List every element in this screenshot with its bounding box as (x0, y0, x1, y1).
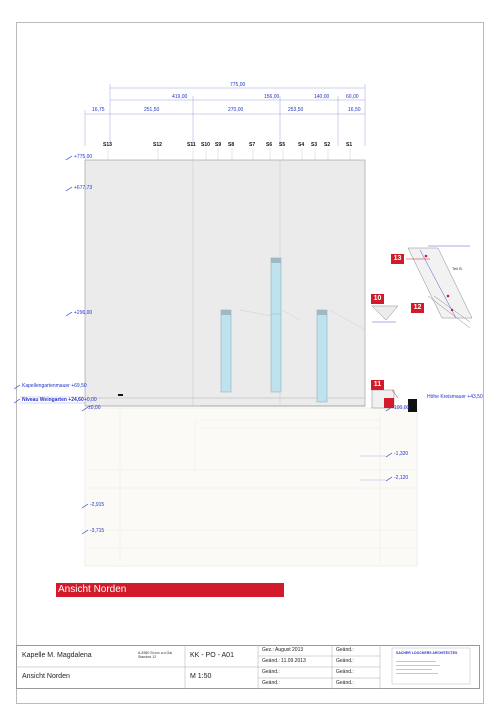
level-m3715: -3,715 (90, 528, 105, 534)
dim-16-50: 16,50 (348, 107, 361, 113)
dim-156: 156,00 (264, 94, 280, 100)
dim-270: 270,00 (228, 107, 244, 113)
tb-geaend-5: Geänd.: (336, 658, 354, 664)
section-s9: S9 (215, 142, 222, 148)
dim-419: 419,00 (172, 94, 188, 100)
level-weingarten-right: +0,00 (84, 397, 97, 403)
tb-view: Ansicht Norden (22, 673, 70, 680)
section-s6: S6 (266, 142, 273, 148)
dim-total: 775,00 (230, 82, 246, 88)
section-s4: S4 (298, 142, 305, 148)
tb-firm: SACHER LOOCKERS ARCHITECTES (396, 651, 458, 655)
level-296: +296,00 (74, 310, 93, 316)
section-s5: S5 (279, 142, 286, 148)
dim-251-50: 251,50 (144, 107, 160, 113)
level-weingarten: Niveau Weingarten +24,60 (22, 397, 84, 403)
section-s13: S13 (103, 142, 112, 148)
tb-geaend-6: Geänd.: (336, 669, 354, 675)
level-677: +677,73 (74, 185, 93, 191)
tb-geaend-1: Geänd.: 11.09.2013 (262, 658, 306, 664)
dim-60: 60,00 (346, 94, 359, 100)
tb-geaend-4: Geänd.: (336, 647, 354, 653)
tb-address: A-8380 St.xxx a.d.Gai Standort 12 (138, 651, 173, 659)
detail-tag-12: 12 (411, 303, 424, 313)
section-s8: S8 (228, 142, 235, 148)
tb-geaend-3: Geänd.: (262, 680, 280, 686)
section-s3: S3 (311, 142, 318, 148)
detail-teil-b: Teil B (452, 266, 462, 271)
detail-tag-11: 11 (371, 380, 384, 390)
dim-140: 140,00 (314, 94, 330, 100)
level-kreismauer: Höhe Kreismauer +43,50 (427, 394, 483, 400)
section-s2: S2 (324, 142, 331, 148)
tb-geaend-2: Geänd.: (262, 669, 280, 675)
section-s7: S7 (249, 142, 256, 148)
drawing-title: Ansicht Norden (58, 584, 127, 595)
section-s11: S11 (187, 142, 196, 148)
dim-253-50: 253,50 (288, 107, 304, 113)
level-m2120: -2,120 (394, 475, 409, 481)
tb-gez: Gez.: August 2013 (262, 647, 304, 653)
detail-tag-10: 10 (371, 294, 384, 304)
tb-scale: M 1:50 (190, 673, 212, 680)
firm-logo-fineprint (396, 658, 466, 680)
tb-plan-no: KK - PO - A01 (190, 652, 234, 659)
tb-geaend-7: Geänd.: (336, 680, 354, 686)
level-kapellengarten: Kapellengartenmauer +69,50 (22, 383, 87, 389)
section-s1: S1 (346, 142, 353, 148)
level-m1320: -1,320 (394, 451, 409, 457)
level-100: 100,00 (394, 405, 410, 411)
detail-tag-13: 13 (391, 254, 404, 264)
section-s12: S12 (153, 142, 162, 148)
level-zero: ±0,00 (88, 405, 101, 411)
dim-16-75: 16,75 (92, 107, 105, 113)
tb-project: Kapelle M. Magdalena (22, 652, 92, 659)
level-m2915: -2,915 (90, 502, 105, 508)
section-s10: S10 (201, 142, 210, 148)
level-top: +775,00 (74, 154, 93, 160)
